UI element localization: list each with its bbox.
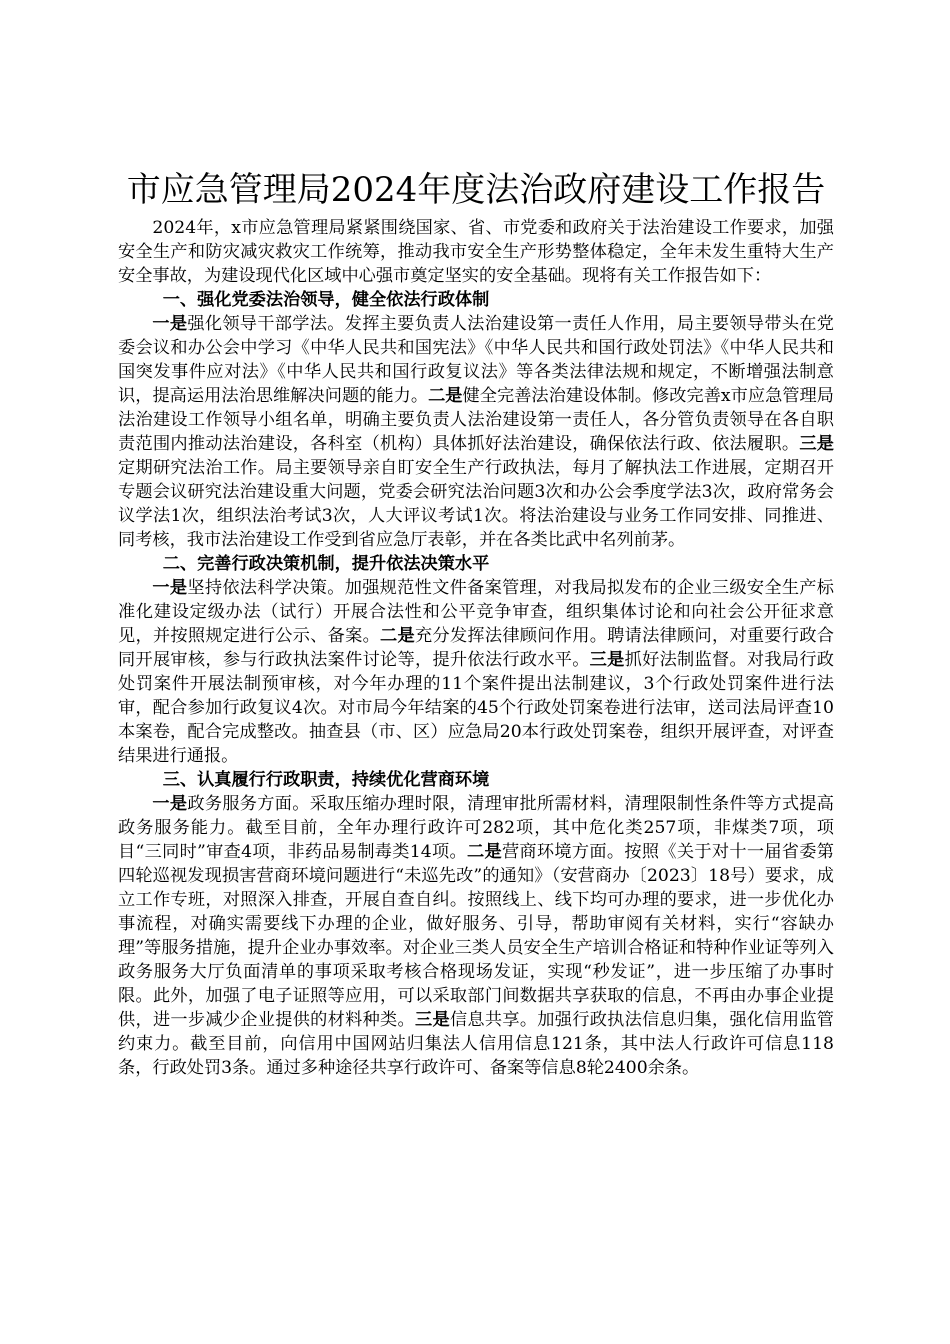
section-paragraph bbox=[118, 576, 834, 768]
body-text: 营商环境方面。按照《关于对十一届省委第四轮巡视发现损害营商环境问题进行“未巡先改”的通知》（安营商办〔2023〕18号）要求，成立工作专班，对照深入排查，开展自查自纠。按照线上、线下均可办理的要求，进一步优化办事流程，对确实需要线下办理的企业，做好服务、引导，帮助审阅有关材料，实行“容缺办理”等服务措施，提升企业办事效率。对企业三类人员安全生产培训合格证和特种作业证等列入政务服务大厅负面清单的事项采取考核合格现场发证，实现“秒发证”，进一步压缩了办事时限。此外，加强了电子证照等应用，可以采取部门间数据共享获取的信息，不再由办事企业提供，进一步减少企业提供的材料种类。 bbox=[118, 842, 834, 1030]
body-text: 健全完善法治建设体制。修改完善x市应急管理局法治建设工作领导小组名单，明确主要负责人法治建设第一责任人，各分管负责领导在各自职责范围内推动法治建设，各科室（机构）具体抓好法治建设，确保依法行政、依法履职。 bbox=[118, 386, 834, 454]
lead-phrase: 三是 bbox=[799, 434, 834, 454]
lead-phrase: 二是 bbox=[380, 626, 415, 646]
section-1 bbox=[118, 288, 834, 552]
lead-phrase: 二是 bbox=[428, 386, 463, 406]
body-text: 信息共享。加强行政执法信息归集，强化信用监管约束力。截至目前，向信用中国网站归集法人信用信息121条，其中法人行政许可信息118条，行政处罚3条。通过多种途径共享行政许可、备案等信息8轮2400余条。 bbox=[118, 1010, 834, 1078]
section-paragraph bbox=[118, 792, 834, 1080]
body-text: 抓好法制监督。对我局行政处罚案件开展法制预审核，对今年办理的11个案件提出法制建议，3个行政处罚案件进行法审，配合参加行政复议4次。对市局今年结案的45个行政处罚案卷进行法审，送司法局评查10本案卷，配合完成整改。抽查县（市、区）应急局20本行政处罚案卷，组织开展评查，对评查结果进行通报。 bbox=[118, 650, 834, 766]
lead-phrase: 三是 bbox=[589, 650, 625, 670]
body-text: 强化领导干部学法。发挥主要负责人法治建设第一责任人作用，局主要领导带头在党委会议和办公会中学习《中华人民共和国宪法》《中华人民共和国行政处罚法》《中华人民共和国突发事件应对法》《中华人民共和国行政复议法》等各类法律法规和规定，不断增强法制意识，提高运用法治思维解决问题的能力。 bbox=[118, 314, 834, 406]
lead-phrase: 一是 bbox=[152, 578, 188, 598]
body-text: 政务服务方面。采取压缩办理时限，清理审批所需材料，清理限制性条件等方式提高政务服务能力。截至目前，全年办理行政许可282项，其中危化类257项，非煤类7项，项目“三同时”审查4项，非药品易制毒类14项。 bbox=[118, 794, 834, 862]
lead-phrase: 二是 bbox=[466, 842, 502, 862]
lead-phrase: 一是 bbox=[152, 794, 188, 814]
section-2 bbox=[118, 552, 834, 768]
section-paragraph bbox=[118, 312, 834, 552]
lead-phrase: 三是 bbox=[414, 1010, 450, 1030]
section-3 bbox=[118, 768, 834, 1080]
body-text: 充分发挥法律顾问作用。聘请法律顾问，对重要行政合同开展审核，参与行政执法案件讨论等，提升依法行政水平。 bbox=[118, 626, 834, 670]
section-heading: 一、强化党委法治领导，健全依法行政体制 bbox=[162, 290, 490, 310]
document-title: 市应急管理局2024年度法治政府建设工作报告 bbox=[126, 170, 826, 210]
section-heading: 二、完善行政决策机制，提升依法决策水平 bbox=[162, 554, 490, 574]
section-heading: 三、认真履行行政职责，持续优化营商环境 bbox=[162, 770, 490, 790]
lead-phrase: 一是 bbox=[152, 314, 188, 334]
body-text: 定期研究法治工作。局主要领导亲自盯安全生产行政执法，每月了解执法工作进展，定期召开专题会议研究法治建设重大问题，党委会研究法治问题3次和办公会季度学法3次，政府常务会议学法1次，组织法治考试3次，人大评议考试1次。将法治建设与业务工作同安排、同推进、同考核，我市法治建设工作受到省应急厅表彰，并在各类比武中名列前茅。 bbox=[118, 458, 834, 550]
document-page bbox=[118, 168, 834, 1080]
intro-paragraph: 2024年，x市应急管理局紧紧围绕国家、省、市党委和政府关于法治建设工作要求，加强安全生产和防灾减灾救灾工作统筹，推动我市安全生产形势整体稳定，全年未发生重特大生产安全事故，为建设现代化区域中心强市奠定坚实的安全基础。现将有关工作报告如下： bbox=[118, 218, 834, 286]
body-text: 坚持依法科学决策。加强规范性文件备案管理，对我局拟发布的企业三级安全生产标准化建设定级办法（试行）开展合法性和公平竞争审查，组织集体讨论和向社会公开征求意见，并按照规定进行公示、备案。 bbox=[118, 578, 834, 646]
